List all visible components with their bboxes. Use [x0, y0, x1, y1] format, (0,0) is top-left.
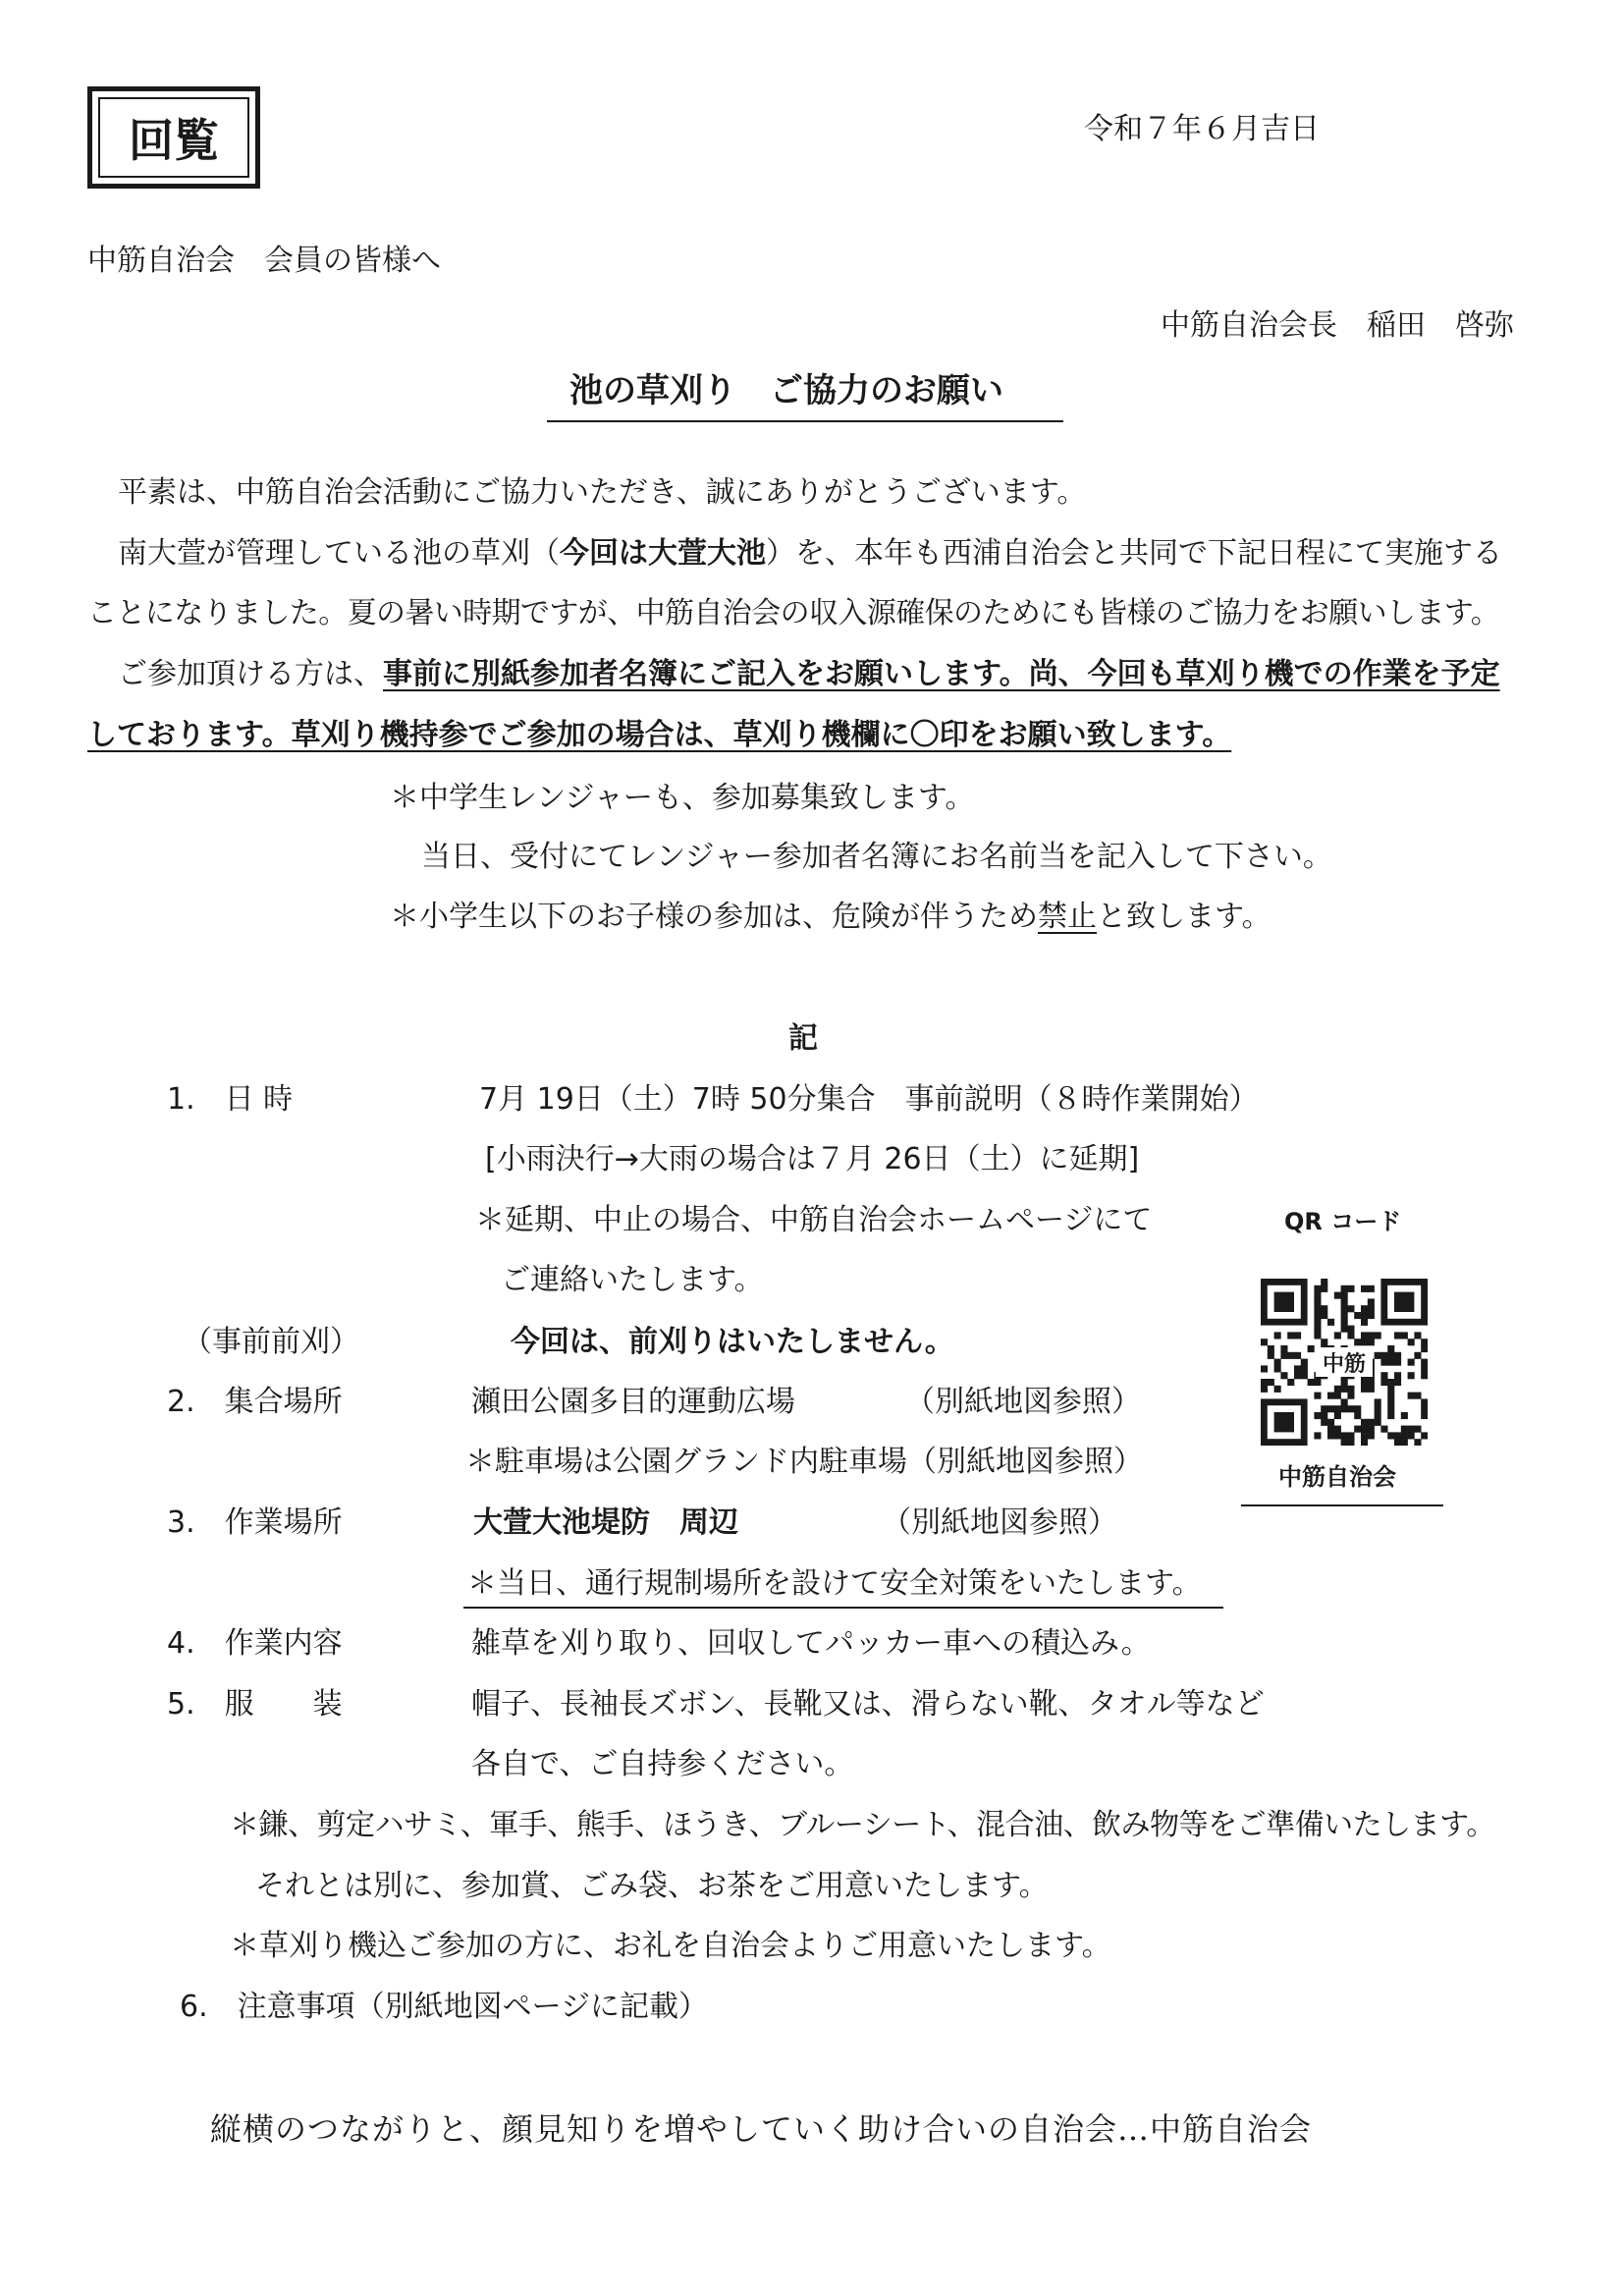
- item-3-safety: ＊当日、通行規制場所を設けて安全対策をいたします。: [467, 1566, 1202, 1601]
- document-title: 池の草刈り ご協力のお願い: [569, 371, 1003, 410]
- title-underline: [547, 420, 1063, 422]
- paragraph-greeting: 平素は、中筋自治会活動にご協力いただき、誠にありがとうございます。: [118, 475, 1087, 510]
- pre-cut-value: 今回は、前刈りはいたしません。: [511, 1325, 954, 1359]
- item-5-label: 5. 服 装: [167, 1687, 343, 1722]
- qr-label: QR コード: [1284, 1208, 1402, 1235]
- qr-code[interactable]: [1261, 1279, 1428, 1446]
- registration-line-2: しております。草刈り機持参でご参加の場合は、草刈り機欄に〇印をお願い致します。: [87, 718, 1232, 752]
- issue-date: 令和７年６月吉日: [1084, 112, 1320, 146]
- item-5-bring: 各自で、ご自持参ください。: [471, 1747, 854, 1781]
- recipient: 中筋自治会 会員の皆様へ: [87, 244, 441, 278]
- item-2-parking: ＊駐車場は公園グランド内駐車場（別紙地図参照）: [465, 1445, 1143, 1479]
- paragraph-announcement: [118, 536, 1502, 571]
- announcement-part-c: ）を、本年も西浦自治会と共同で下記日程にて実施する: [766, 536, 1502, 571]
- association-motto: 縦横のつながりと、顔見知りを増やしていく助け合いの自治会…中筋自治会: [210, 2110, 1313, 2148]
- item-2-label: 2. 集合場所: [167, 1385, 343, 1419]
- item-3-safety-underline: [463, 1607, 1223, 1609]
- note-ranger-register: 当日、受付にてレンジャー参加者名簿にお名前当を記入して下さい。: [421, 840, 1332, 874]
- item-3-map-ref: （別紙地図参照）: [882, 1505, 1117, 1540]
- ki-heading: 記: [788, 1021, 818, 1056]
- item-4-label: 4. 作業内容: [167, 1626, 343, 1661]
- sender: 中筋自治会長 稲田 啓弥: [1161, 308, 1514, 343]
- item-2-location: 瀬田公園多目的運動広場: [471, 1385, 795, 1419]
- registration-request: 事前に別紙参加者名簿にご記入をお願いします。尚、今回も草刈り機での作業を予定: [383, 657, 1500, 691]
- note-junior-ranger: ＊中学生レンジャーも、参加募集致します。: [390, 781, 975, 815]
- registration-part-a: ご参加頂ける方は、: [118, 657, 383, 691]
- item-4-content: 雑草を刈り取り、回収してパッカー車への積込み。: [471, 1626, 1151, 1661]
- item-3-location: 大萱大池堤防 周辺: [473, 1505, 738, 1540]
- pre-cut-label: （事前前刈）: [183, 1325, 359, 1359]
- item-5-thanks: ＊草刈り機込ご参加の方に、お礼を自治会よりご用意いたします。: [230, 1929, 1111, 1963]
- announcement-line-2: ことになりました。夏の暑い時期ですが、中筋自治会の収入源確保のためにも皆様のご協力をお願いします。: [87, 596, 1500, 630]
- item-3-label: 3. 作業場所: [167, 1505, 343, 1540]
- qr-center-text: 中筋: [1316, 1347, 1373, 1377]
- note-children-prohibited: 禁止: [1038, 900, 1097, 934]
- stamp-label: 回覧: [98, 97, 249, 178]
- item-1-notice-2: ご連絡いたします。: [501, 1263, 764, 1297]
- item-2-map-ref: （別紙地図参照）: [905, 1385, 1141, 1419]
- item-1-datetime: 7月 19日（土）7時 50分集合 事前説明（８時作業開始）: [479, 1082, 1259, 1117]
- announcement-part-a: 南大萱が管理している池の草刈（: [118, 536, 560, 571]
- note-children-a: ＊小学生以下のお子様の参加は、危険が伴うため: [390, 900, 1038, 934]
- paragraph-registration: [118, 657, 1500, 691]
- item-5-supplies: ＊鎌、剪定ハサミ、軍手、熊手、ほうき、ブルーシート、混合油、飲み物等をご準備いたします。: [230, 1808, 1495, 1842]
- item-5-gifts: それとは別に、参加賞、ごみ袋、お茶をご用意いたします。: [255, 1869, 1049, 1903]
- note-children-c: と致します。: [1097, 900, 1271, 934]
- qr-caption: 中筋自治会: [1278, 1463, 1396, 1491]
- announcement-target-pond: 今回は大萱大池: [560, 536, 766, 571]
- item-1-rain-policy: [小雨決行→大雨の場合は７月 26日（土）に延期]: [485, 1142, 1140, 1176]
- note-children: [390, 902, 1271, 932]
- circulation-stamp: [87, 86, 260, 189]
- item-1-label: 1. 日 時: [167, 1082, 294, 1117]
- item-5-clothing: 帽子、長袖長ズボン、長靴又は、滑らない靴、タオル等など: [471, 1687, 1265, 1722]
- item-6-label: 6. 注意事項（別紙地図ページに記載）: [180, 1990, 709, 2024]
- item-1-notice: ＊延期、中止の場合、中筋自治会ホームページにて: [475, 1203, 1153, 1237]
- qr-caption-underline: [1241, 1504, 1443, 1506]
